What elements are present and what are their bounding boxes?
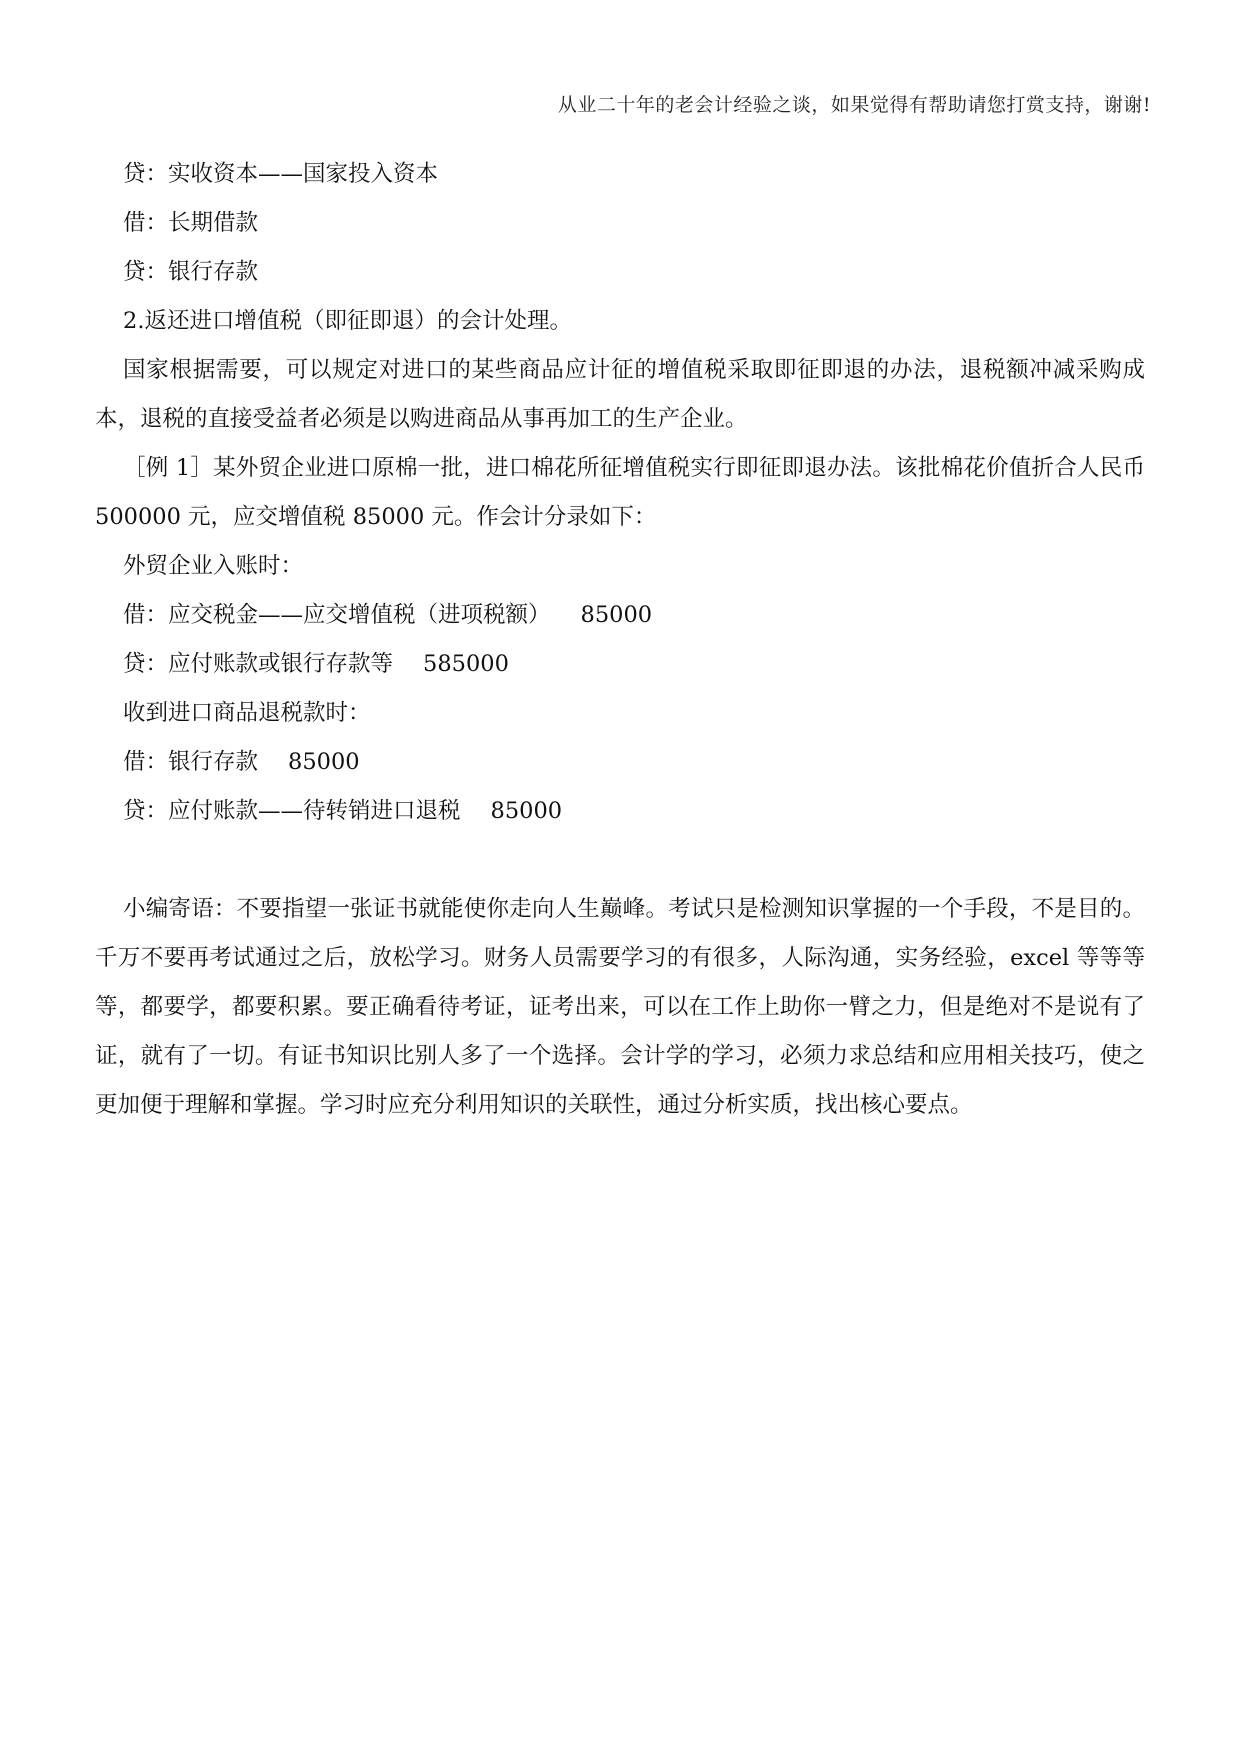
credit-payable-amount: 585000 [423, 651, 509, 677]
section-intro-paragraph: 国家根据需要，可以规定对进口的某些商品应计征的增值税采取即征即退的办法，退税额冲减采购成本，退税的直接受益者必须是以购进商品从事再加工的生产企业。 [95, 357, 1145, 432]
debit-vat-account: 借：应交税金——应交增值税（进项税额） [123, 602, 551, 628]
entry-line-debit-bank [95, 738, 1145, 787]
credit-refund-amount: 85000 [490, 798, 563, 824]
header-note: 从业二十年的老会计经验之谈，如果觉得有帮助请您打赏支持，谢谢! [557, 94, 1151, 116]
entry-line-credit-payable [95, 640, 1145, 689]
entry-line-credit-capital: 贷：实收资本——国家投入资本 [123, 161, 439, 187]
debit-bank-amount: 85000 [288, 749, 360, 775]
section-heading: 2.返还进口增值税（即征即退）的会计处理。 [123, 308, 572, 334]
entry-heading-booking: 外贸企业入账时： [123, 553, 304, 579]
entry-heading-refund: 收到进口商品退税款时： [123, 700, 371, 726]
entry-line-credit-refund [95, 787, 1145, 836]
entry-line-debit-vat [95, 591, 1145, 640]
credit-refund-account: 贷：应付账款——待转销进口退税 [123, 798, 461, 824]
example-paragraph: ［例 1］某外贸企业进口原棉一批，进口棉花所征增值税实行即征即退办法。该批棉花价值折合人民币 500000 元，应交增值税 85000 元。作会计分录如下： [95, 455, 1145, 530]
entry-line-debit-loan: 借：长期借款 [123, 210, 259, 236]
document-body [95, 150, 1145, 1130]
debit-bank-account: 借：银行存款 [123, 749, 259, 775]
closing-paragraph: 小编寄语：不要指望一张证书就能使你走向人生巅峰。考试只是检测知识掌握的一个手段，不是目的。千万不要再考试通过之后，放松学习。财务人员需要学习的有很多，人际沟通，实务经验，excel 等等等等，都要学，都要积累。要正确看待考证，证考出来，可以在工作上助你一臂之力，但是绝对不是说有了证，就有了一切。有证书知识比别人多了一个选择。会计学的学习，必须力求总结和应用相关技巧，使之更加便于理解和掌握。学习时应充分利用知识的关联性，通过分析实质，找出核心要点。 [95, 896, 1145, 1118]
debit-vat-amount: 85000 [580, 602, 653, 628]
entry-line-credit-bank: 贷：银行存款 [123, 259, 259, 285]
paragraph-spacer [95, 836, 1145, 885]
credit-payable-account: 贷：应付账款或银行存款等 [123, 651, 394, 677]
